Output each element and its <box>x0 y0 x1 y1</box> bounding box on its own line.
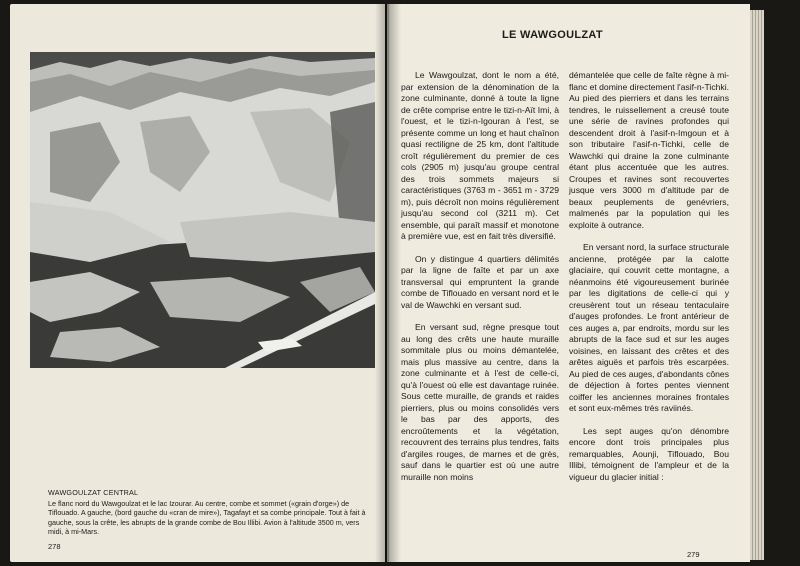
page-edges <box>750 10 764 560</box>
paragraph: Le Wawgoulzat, dont le nom a été, par extension de la dénomination de la zone culminante, donné à toute la ligne de crête comprise entre le tizi-n-Aït Imi, à l'ouest, et le tizi-n-Igouran à l'est, se présente comme un long et haut chaînon quasi rectiligne de 25 km, dont l'altitude croît régulièrement du premier de ces cols (2905 m) jusqu'au groupe central des trois sommets majeurs si caractéristiques (3763 m - 3651 m - 3729 m), puis décroît non moins régulièrement jusqu'au second col (3211 m). Cet ensemble, qui paraît massif et monotone à première vue, est en fait très diversifié. <box>401 70 559 241</box>
mountain-photo-image <box>30 52 375 368</box>
mountain-photo <box>30 52 375 368</box>
paragraph: En versant sud, règne presque tout au long des crêts une haute muraille sommitale plus ou moins démantelée, mais plus massive au centre, dans la zone culminante et à l'est de celle-ci, qu'à l'ouest où elle est davantage ruinée. Sous cette muraille, de grands et raides pierriers, plus ou moins consolidés vers le bas par des apports, des encroûtements et la végétation, recouvrent des terrains plus tendres, faits d'argiles rouges, de marnes et de grès, sauf dans le quartier est où une autre muraille non moins <box>401 322 559 482</box>
page-number-left: 278 <box>48 542 61 551</box>
book-spread <box>10 4 750 562</box>
left-page <box>10 4 385 562</box>
right-page <box>387 4 750 562</box>
paragraph: On y distingue 4 quartiers délimités par la ligne de faîte et par un axe transversal qui empruntent la grande combe de Tiflouado en versant nord et le val de Wawchki en versant sud. <box>401 253 559 310</box>
caption-text: Le flanc nord du Wawgoulzat et le lac Izourar. Au centre, combe et sommet («grain d'orge») de Tiflouado. A gauche, (bord gauche du «cran de mire»), Tagafayt et sa combe principale. Tout à fait à gauche, sous la crête, les abrupts de la grande combe de Bou Illibi. Avion à l'altitude 3500 m, vers midi, à mi-Mars. <box>48 499 366 537</box>
paragraph: démantelée que celle de faîte règne à mi-flanc et domine directement l'asif-n-Tichki. Au pied des pierriers et dans les terrains tendres, le ruissellement a creusé toute une série de ravines profondes qui descendent droit à l'asif-n-Imgoun et à son tributaire l'asif-n-Tichki, celle de Wawchki qui draine la zone culminante étant plus accentuée que les autres. Croupes et ravines sont recouvertes jusque vers 3000 m d'altitude par de beaux peuplements de genévriers, malmenés par la population qui les exploite à outrance. <box>569 70 729 230</box>
text-column-1 <box>401 70 559 494</box>
chapter-title: LE WAWGOULZAT <box>502 29 603 41</box>
paragraph: En versant nord, la surface structurale ancienne, protégée par la calotte glaciaire, qui couvrit cette montagne, a néanmoins été vigoureusement burinée par les digitations de celle-ci qui y creusèrent tout un réseau tentaculaire d'auges profondes. Le front antérieur de ces auges a, par endroits, mordu sur les abrupts de la face sud et sur les auges voisines, en laissant des crêtes et des arêtes aiguës et parfois très escarpées. Au pied de ces auges, d'abondants cônes de déjection à fortes pentes viennent coiffer les anciennes moraines frontales et sont eux-mêmes très raviinés. <box>569 242 729 413</box>
paragraph: Les sept auges qu'on dénombre encore dont trois principales plus remarquables, Aounji, Tiflouado, Bou Illibi, témoignent de l'ampleur et de la vigueur du glacier initial : <box>569 425 729 482</box>
page-number-right: 279 <box>687 550 700 559</box>
caption-title: WAWGOULZAT CENTRAL <box>48 488 139 497</box>
book-gutter <box>375 4 401 562</box>
text-column-2 <box>569 70 729 494</box>
